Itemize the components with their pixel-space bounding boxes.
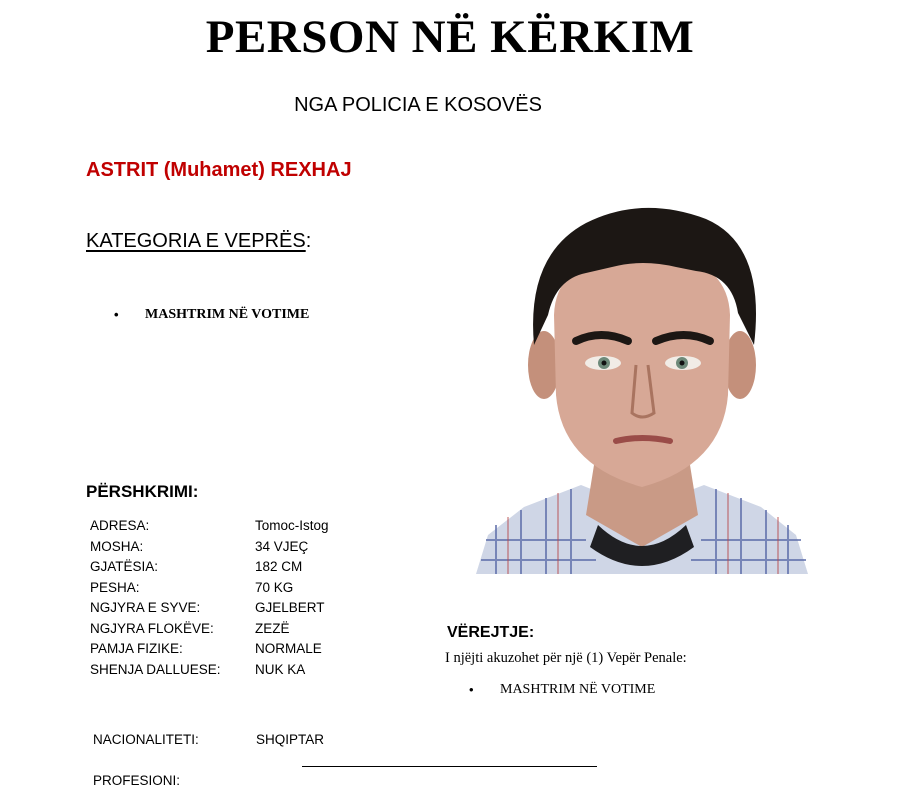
offense-category-list (145, 307, 309, 323)
height-value: 182 CM (255, 559, 302, 574)
offense-category-item: • MASHTRIM NË VOTIME (145, 307, 309, 323)
nationality-row (93, 732, 900, 753)
distinguishing-marks-label: SHENJA DALLUESE: (90, 662, 221, 677)
page-title: PERSON NË KËRKIM (0, 10, 900, 64)
description-heading: PËRSHKRIMI: (86, 482, 198, 502)
hair-color-label: NGJYRA FLOKËVE: (90, 621, 214, 636)
offense-category-heading-text: KATEGORIA E VEPRËS (86, 230, 306, 252)
physique-label: PAMJA FIZIKE: (90, 641, 183, 656)
eye-color-label: NGJYRA E SYVE: (90, 600, 200, 615)
weight-label: PESHA: (90, 580, 140, 595)
wanted-person-name: ASTRIT (Muhamet) REXHAJ (86, 159, 352, 182)
issuer-subtitle: NGA POLICIA E KOSOVËS (0, 94, 836, 117)
age-value: 34 VJEÇ (255, 539, 308, 554)
nationality-label: NACIONALITETI: (93, 732, 199, 747)
offense-category-heading (86, 230, 311, 253)
remarks-heading: VËREJTJE: (447, 624, 534, 642)
weight-value: 70 KG (255, 580, 293, 595)
offense-category-heading-colon: : (306, 230, 312, 252)
age-label: MOSHA: (90, 539, 143, 554)
eye-color-value: GJELBERT (255, 600, 325, 615)
remarks-offense-item: • MASHTRIM NË VOTIME (500, 682, 655, 698)
address-value: Tomoc-Istog (255, 518, 329, 533)
physique-value: NORMALE (255, 641, 322, 656)
address-label: ADRESA: (90, 518, 149, 533)
suspect-photo (476, 195, 808, 574)
hair-color-value: ZEZË (255, 621, 290, 636)
height-label: GJATËSIA: (90, 559, 158, 574)
nationality-value: SHQIPTAR (256, 732, 324, 747)
profession-row (93, 773, 900, 793)
distinguishing-marks-value: NUK KA (255, 662, 305, 677)
profession-blank-line (302, 766, 597, 767)
remarks-text: I njëjti akuzohet për një (1) Vepër Penale: (445, 650, 687, 667)
profession-label: PROFESIONI: (93, 773, 180, 788)
remarks-list (500, 682, 655, 698)
